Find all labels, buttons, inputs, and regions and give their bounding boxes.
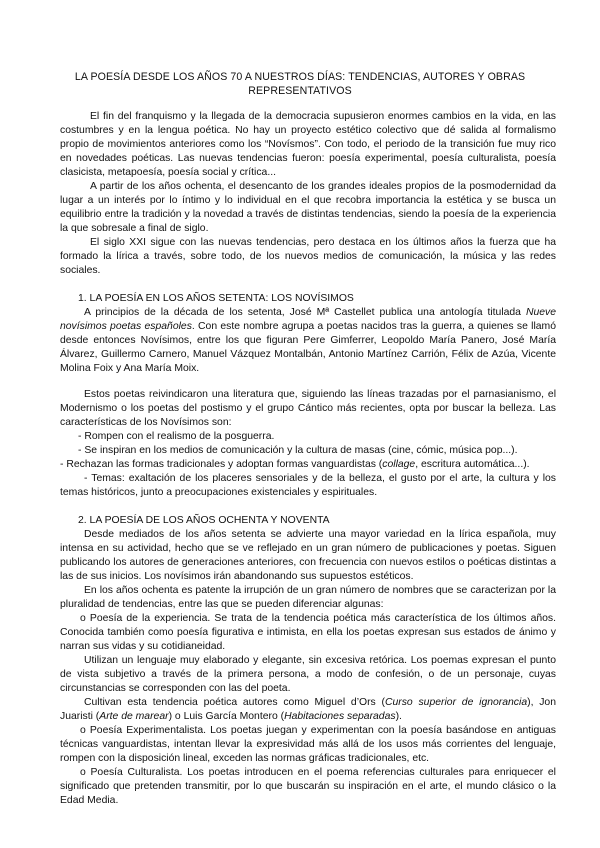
intro-paragraph: A partir de los años ochenta, el desencanto de los grandes ideales propios de la posmodernidad da lugar a un interés por lo íntimo y lo individual en el que recobra importancia la estética y se busca un equilibrio entre la tradición y la novedad a través de distintas tendencias, siendo la poesía de la experiencia la que sobresale a final de siglo. [60,181,556,234]
book-title: Nueve novísimos poetas españoles [60,307,556,332]
document-title: LA POESÍA DESDE LOS AÑOS 70 A NUESTROS DÍAS: TENDENCIAS, AUTORES Y OBRAS REPRESENTATIVOS [74,71,526,97]
tendency-item: o Poesía Culturalista. Los poetas introducen en el poema referencias culturales para enriquecer el significado que pretenden transmitir, por lo que buscarán su inspiración en el arte, el mundo clásico o la Edad Media. [60,767,556,806]
feature-item: - Rompen con el realismo de la posguerra. [78,431,275,442]
section-2-heading: 2. LA POESÍA DE LOS AÑOS OCHENTA Y NOVENTA [78,515,330,526]
feature-item: - Temas: exaltación de los placeres sensoriales y de la belleza, el gusto por el arte, la cultura y los temas históricos, junto a preocupaciones existenciales y espirituales. [60,473,556,498]
section-2-paragraph: En los años ochenta es patente la irrupción de un gran número de nombres que se caracterizan por la pluralidad de tendencias, entre las que se pueden diferenciar algunas: [60,585,556,610]
tendency-paragraph: Utilizan un lenguaje muy elaborado y elegante, sin excesiva retórica. Los poemas expresan el punto de vista subjetivo a través de la primera persona, a modo de confesión, o de un personaje, cuyas circunstancias se corresponden con las del poeta. [60,655,556,694]
document-body [60,110,556,808]
section-1-paragraph: A principios de la década de los setenta, José Mª Castellet publica una antología titulada Nueve novísimos poetas españoles. Con este nombre agrupa a poetas nacidos tras la guerra, a quienes se llamó desde entonces Novísimos, entre los que figuran Pere Gimferrer, Leopoldo María Panero, José María Álvarez, Guillermo Carnero, Manuel Vázquez Montalbán, Antonio Martínez Carrión, Félix de Azúa, Vicente Molina Foix y Ana María Moix. [60,307,556,374]
section-1-heading: 1. LA POESÍA EN LOS AÑOS SETENTA: LOS NOVÍSIMOS [78,293,354,304]
intro-paragraph: El fin del franquismo y la llegada de la democracia supusieron enormes cambios en la vida, en las costumbres y en la lengua poética. No hay un proyecto estético colectivo que dé salida al formalismo propio de movimientos anteriores como los “Novísmos”. Con todo, el periodo de la transición fue muy rico en novedades poéticas. Las nuevas tendencias fueron: poesía experimental, poesía culturalista, poesía clasicista, metapoesía, poesía social y crítica... [60,111,556,178]
tendency-item: o Poesía de la experiencia. Se trata de la tendencia poética más característica de los últimos años. Conocida también como poesía figurativa e intimista, en ella los poetas expresan sus estados de ánimo y narran sus vidas y su cotidianeidad. [60,613,556,652]
intro-paragraph: El siglo XXI sigue con las nuevas tendencias, pero destaca en los últimos años la fuerza que ha formado la lírica a través, sobre todo, de los nuevos medios de comunicación, la música y las redes sociales. [60,237,556,276]
section-2-paragraph: Desde mediados de los años setenta se advierte una mayor variedad en la lírica española, muy intensa en su actividad, hecho que se ve reflejado en un gran número de publicaciones y poetas. Siguen publicando los autores de generaciones anteriores, con frecuencia con nuevos estilos o poéticas distintas a las de sus inicios. Los novísimos irán abandonando sus supuestos estéticos. [60,529,556,582]
tendency-item: o Poesía Experimentalista. Los poetas juegan y experimentan con la poesía basándose en antiguas técnicas vanguardistas, intentan llevar la expresividad más allá de los usos más corrientes del lenguaje, rompen con la disposición lineal, exceden las normas gráficas tradicionales, etc. [60,725,556,764]
tendency-paragraph: Cultivan esta tendencia poética autores como Miguel d’Ors (Curso superior de ignorancia), Jon Juaristi (Arte de marear) o Luis García Montero (Habitaciones separadas). [60,697,556,722]
feature-item: - Rechazan las formas tradicionales y adoptan formas vanguardistas (collage, escritura automática...). [60,459,530,470]
feature-item: - Se inspiran en los medios de comunicación y la cultura de masas (cine, cómic, música pop...). [78,445,518,456]
section-1-paragraph: Estos poetas reivindicaron una literatura que, siguiendo las líneas trazadas por el parnasianismo, el Modernismo o los poetas del postismo y el grupo Cántico más recientes, opta por buscar la belleza. Las características de los Novísimos son: [60,389,556,428]
